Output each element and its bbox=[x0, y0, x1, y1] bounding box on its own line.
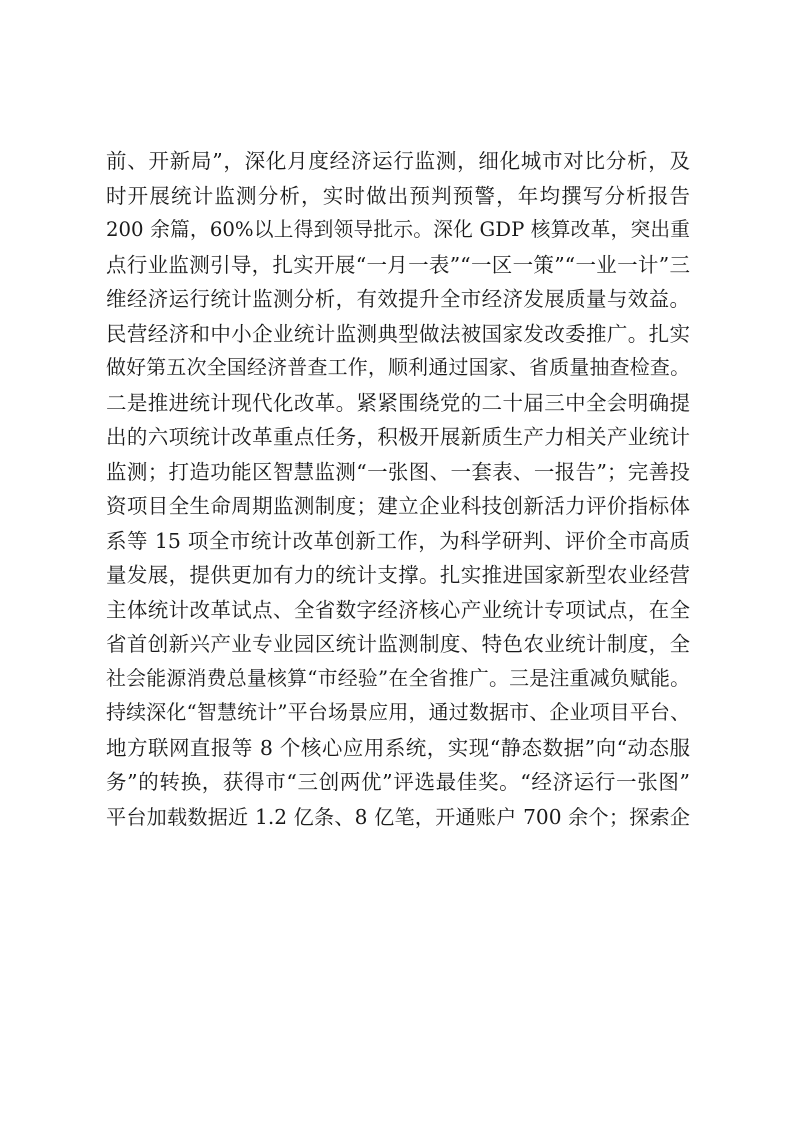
text-line: 点行业监测引导，扎实开展“一月一表”“一区一策”“一业一计”三 bbox=[106, 252, 690, 277]
body-text bbox=[106, 144, 690, 834]
text-line: 资项目全生命周期监测制度；建立企业科技创新活力评价指标体 bbox=[106, 494, 690, 518]
text-line: 做好第五次全国经济普查工作，顺利通过国家、省质量抽查检查。 bbox=[106, 356, 690, 379]
text-line: 省首创新兴产业专业园区统计监测制度、特色农业统计制度，全 bbox=[106, 632, 690, 656]
text-line: 200 余篇，60%以上得到领导批示。深化 GDP 核算改革，突出重 bbox=[106, 218, 690, 241]
text-line: 平台加载数据近 1.2 亿条、8 亿笔，开通账户 700 余个；探索企 bbox=[106, 804, 690, 829]
text-line: 前、开新局”，深化月度经济运行监测，细化城市对比分析，及 bbox=[106, 149, 690, 173]
text-line: 量发展，提供更加有力的统计支撑。扎实推进国家新型农业经营 bbox=[106, 563, 690, 587]
text-line: 社会能源消费总量核算“市经验”在全省推广。三是注重减负赋能。 bbox=[106, 666, 690, 690]
text-line: 系等 15 项全市统计改革创新工作，为科学研判、评价全市高质 bbox=[106, 528, 690, 553]
text-line: 监测；打造功能区智慧监测“一张图、一套表、一报告”；完善投 bbox=[106, 459, 690, 484]
text-line: 时开展统计监测分析，实时做出预判预警，年均撰写分析报告 bbox=[106, 183, 690, 208]
text-line: 持续深化“智慧统计”平台场景应用，通过数据市、企业项目平台、 bbox=[106, 701, 690, 724]
text-line: 主体统计改革试点、全省数字经济核心产业统计专项试点，在全 bbox=[106, 597, 690, 622]
text-line: 二是推进统计现代化改革。紧紧围绕党的二十届三中全会明确提 bbox=[106, 390, 690, 415]
text-line: 地方联网直报等 8 个核心应用系统，实现“静态数据”向“动态服 bbox=[106, 735, 690, 760]
text-line: 民营经济和中小企业统计监测典型做法被国家发改委推广。扎实 bbox=[106, 321, 690, 346]
text-line: 务”的转换，获得市“三创两优”评选最佳奖。“经济运行一张图” bbox=[106, 770, 690, 794]
text-line: 维经济运行统计监测分析，有效提升全市经济发展质量与效益。 bbox=[106, 287, 690, 311]
text-line: 出的六项统计改革重点任务，积极开展新质生产力相关产业统计 bbox=[106, 425, 690, 449]
